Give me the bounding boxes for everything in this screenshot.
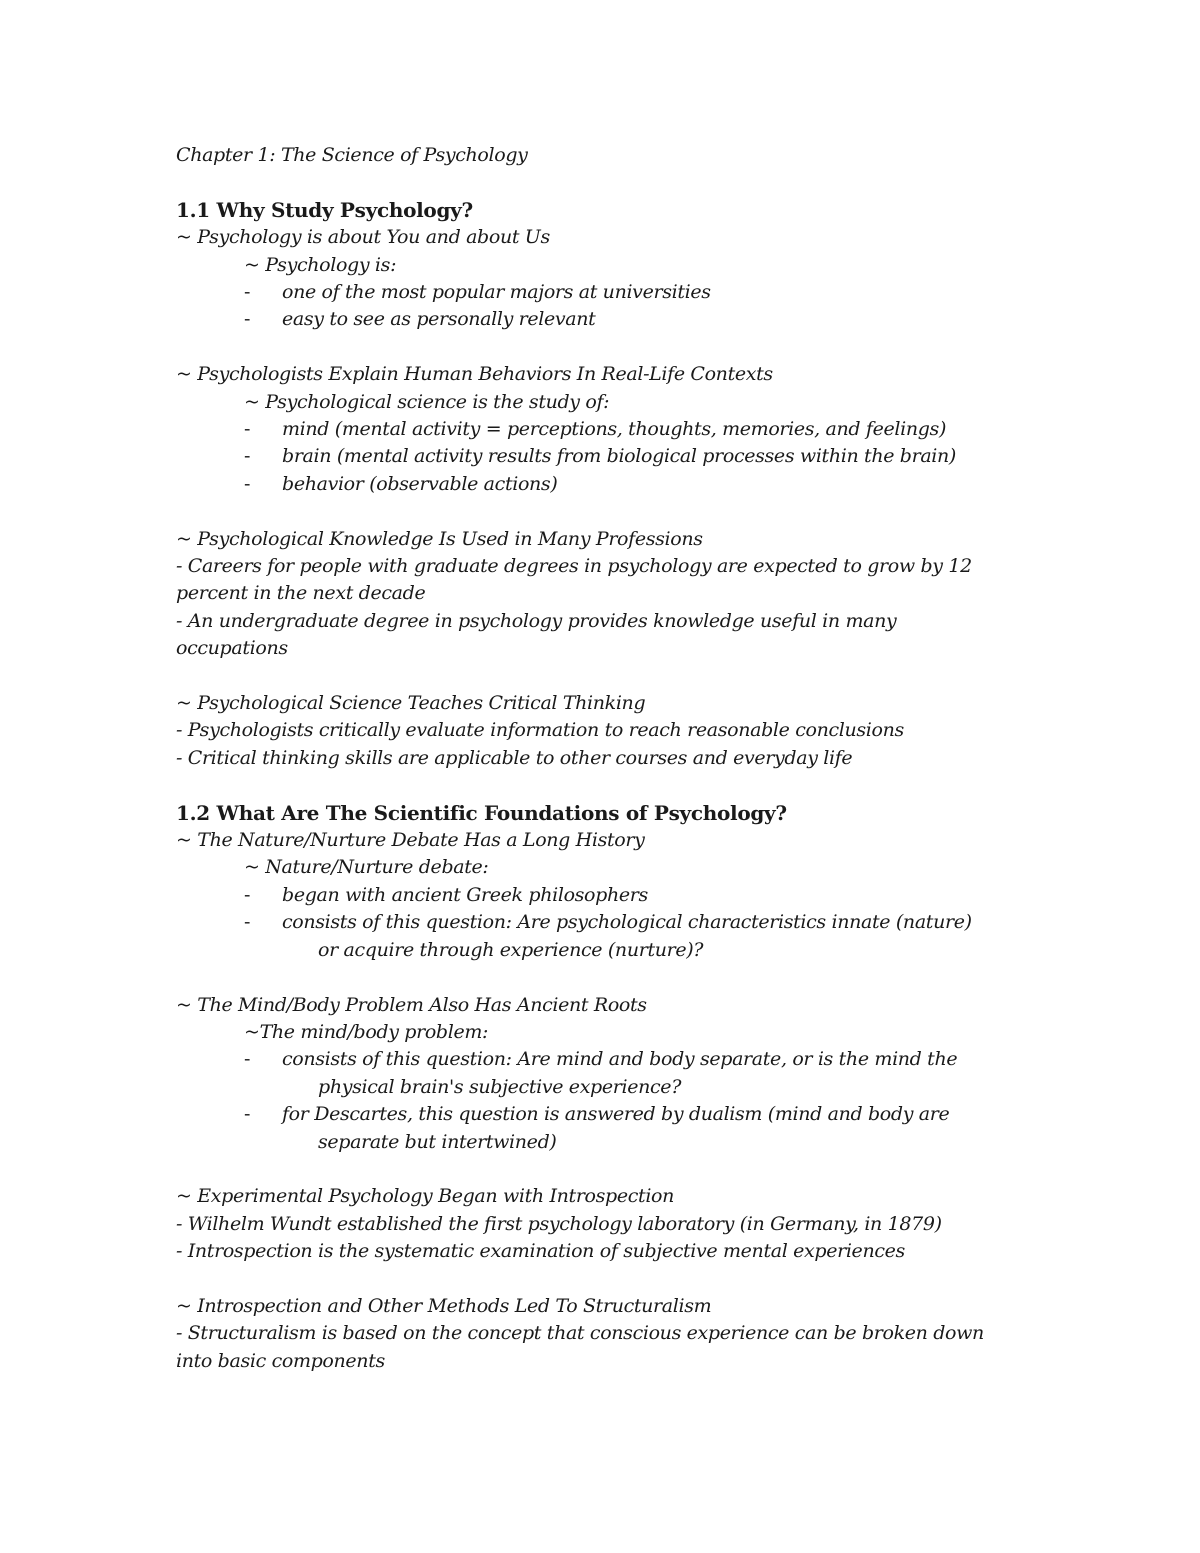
chapter-title: Chapter 1: The Science of Psychology (176, 144, 528, 166)
topic-title: ~ Psychological Knowledge Is Used in Many Professions (176, 527, 703, 550)
bullet-item (176, 1046, 1026, 1073)
bullet-item (176, 279, 1026, 306)
bullet-continuation: separate but intertwined) (318, 1130, 557, 1153)
spacer (176, 334, 1026, 361)
bullet-text: consists of this question: Are psychological characteristics innate (nature) (282, 911, 972, 934)
section-heading-1-2: 1.2 What Are The Scientific Foundations of Psychology? (176, 800, 787, 825)
paragraph-line: - Wilhelm Wundt established the first psychology laboratory (in Germany, in 1879) (176, 1212, 942, 1235)
bullet-dash: - (244, 445, 251, 468)
document-page (176, 142, 1026, 1375)
spacer (176, 663, 1026, 690)
section-heading-1-1: 1.1 Why Study Psychology? (176, 197, 473, 222)
bullet-dash: - (244, 308, 251, 331)
topic-subtitle: ~ Psychology is: (244, 253, 397, 276)
paragraph-line: occupations (176, 637, 288, 660)
bullet-dash: - (244, 418, 251, 441)
spacer (176, 498, 1026, 525)
paragraph-line: - Critical thinking skills are applicable to other courses and everyday life (176, 746, 853, 769)
bullet-text: behavior (observable actions) (282, 472, 558, 495)
paragraph-line: - Careers for people with graduate degrees in psychology are expected to grow by 12 (176, 555, 972, 578)
topic-subtitle: ~ Nature/Nurture debate: (244, 856, 489, 879)
spacer (176, 964, 1026, 991)
bullet-item (176, 882, 1026, 909)
bullet-dash: - (244, 281, 251, 304)
paragraph-line: percent in the next decade (176, 582, 426, 605)
bullet-item (176, 471, 1026, 498)
bullet-dash: - (244, 1048, 251, 1071)
bullet-text: for Descartes, this question is answered by dualism (mind and body are (282, 1103, 950, 1126)
bullet-continuation: or acquire through experience (nurture)? (318, 938, 704, 961)
bullet-text: began with ancient Greek philosophers (282, 883, 648, 906)
bullet-item (176, 443, 1026, 470)
topic-subtitle: ~The mind/body problem: (244, 1020, 489, 1043)
topic-title: ~ The Mind/Body Problem Also Has Ancient Roots (176, 993, 647, 1016)
topic-title: ~ Experimental Psychology Began with Introspection (176, 1185, 675, 1208)
paragraph-line: - Psychologists critically evaluate information to reach reasonable conclusions (176, 719, 904, 742)
topic-subtitle: ~ Psychological science is the study of: (244, 390, 610, 413)
topic-title: ~ The Nature/Nurture Debate Has a Long History (176, 829, 645, 852)
bullet-text: brain (mental activity results from biological processes within the brain) (282, 445, 956, 468)
topic-title: ~ Psychology is about You and about Us (176, 226, 550, 249)
bullet-text: consists of this question: Are mind and body separate, or is the mind the (282, 1048, 958, 1071)
paragraph-line: - An undergraduate degree in psychology provides knowledge useful in many (176, 609, 897, 632)
bullet-item (176, 1101, 1026, 1128)
bullet-dash: - (244, 472, 251, 495)
paragraph-line: into basic components (176, 1349, 385, 1372)
spacer (176, 1266, 1026, 1293)
bullet-dash: - (244, 883, 251, 906)
topic-title: ~ Psychological Science Teaches Critical Thinking (176, 692, 646, 715)
spacer (176, 772, 1026, 799)
topic-title: ~ Psychologists Explain Human Behaviors In Real-Life Contexts (176, 363, 773, 386)
topic-title: ~ Introspection and Other Methods Led To Structuralism (176, 1294, 712, 1317)
paragraph-line: - Introspection is the systematic examination of subjective mental experiences (176, 1240, 905, 1263)
bullet-dash: - (244, 911, 251, 934)
spacer (176, 169, 1026, 196)
paragraph-line: - Structuralism is based on the concept that conscious experience can be broken down (176, 1322, 984, 1345)
bullet-text: one of the most popular majors at universities (282, 281, 711, 304)
bullet-dash: - (244, 1103, 251, 1126)
bullet-item (176, 909, 1026, 936)
bullet-text: easy to see as personally relevant (282, 308, 596, 331)
bullet-continuation: physical brain's subjective experience? (318, 1075, 682, 1098)
bullet-item (176, 306, 1026, 333)
spacer (176, 1156, 1026, 1183)
bullet-item (176, 416, 1026, 443)
bullet-text: mind (mental activity = perceptions, thoughts, memories, and feelings) (282, 418, 947, 441)
